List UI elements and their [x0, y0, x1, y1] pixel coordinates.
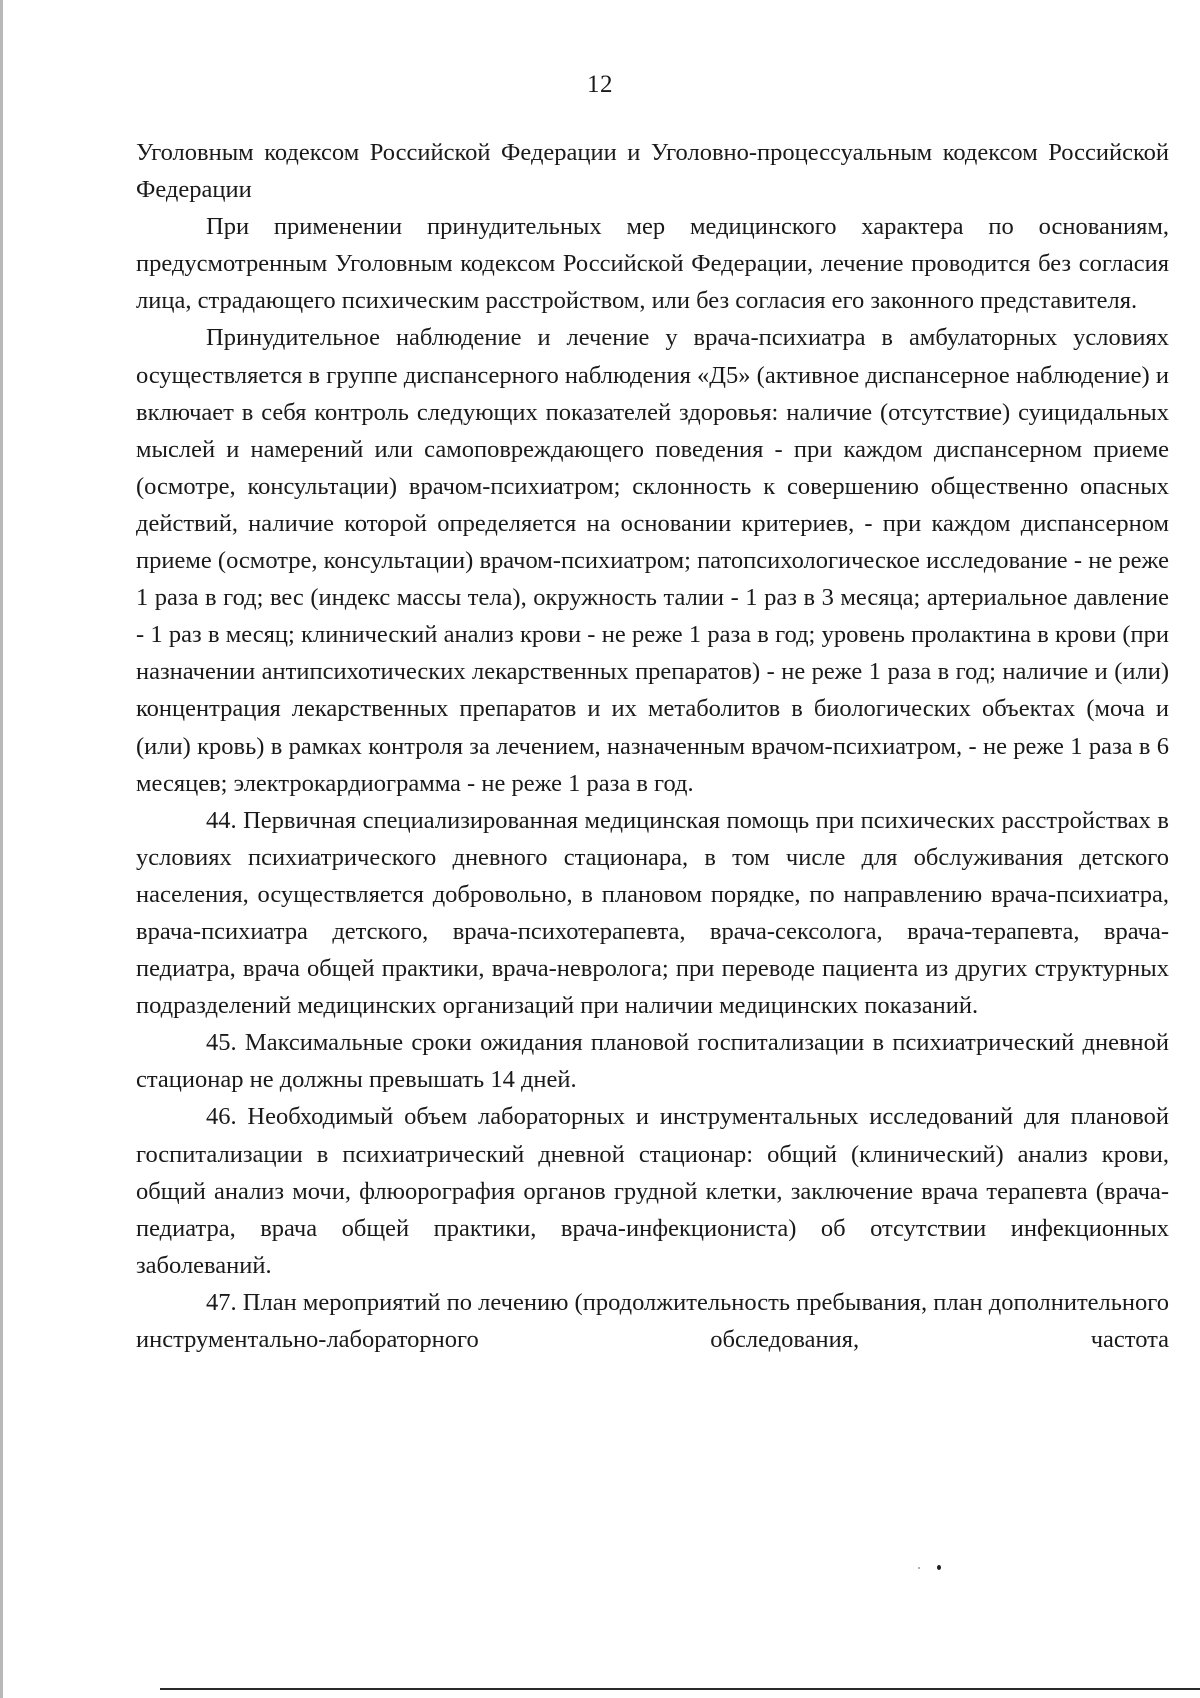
page-number: 12	[587, 71, 613, 98]
paragraph-item-46: 46. Необходимый объем лабораторных и инструментальных исследований для плановой госпитализации в психиатрический дневной стационар: общий (клинический) анализ крови, общий анализ мочи, флюорография органов грудной клетки, заключение врача терапевта (врача-педиатра, врача общей практики, врача-инфекциониста) об отсутствии инфекционных заболеваний.	[136, 1103, 1169, 1279]
scan-edge	[0, 0, 3, 1698]
paragraph-item-44: 44. Первичная специализированная медицинская помощь при психических расстройствах в условиях психиатрического дневного стационара, в том числе для обслуживания детского населения, осуществляется добровольно, в плановом порядке, по направлению врача-психиатра, врача-психиатра детского, врача-психотерапевта, врача-сексолога, врача-терапевта, врача-педиатра, врача общей практики, врача-невролога; при переводе пациента из других структурных подразделений медицинских организаций при наличии медицинских показаний.	[136, 806, 1169, 1020]
document-body	[136, 134, 1169, 1358]
paragraph-outpatient-observation: Принудительное наблюдение и лечение у врача-психиатра в амбулаторных условиях осуществляется в группе диспансерного наблюдения «Д5» (активное диспансерное наблюдение) и включает в себя контроль следующих показателей здоровья: наличие (отсутствие) суицидальных мыслей и намерений или самоповреждающего поведения - при каждом диспансерном приеме (осмотре, консультации) врачом-психиатром; склонность к совершению общественно опасных действий, наличие которой определяется на основании критериев, - при каждом диспансерном приеме (осмотре, консультации) врачом-психиатром; патопсихологическое исследование - не реже 1 раза в год; вес (индекс массы тела), окружность талии - 1 раз в 3 месяца; артериальное давление - 1 раз в месяц; клинический анализ крови - не реже 1 раза в год; уровень пролактина в крови (при назначении антипсихотических лекарственных препаратов) - не реже 1 раза в год; наличие и (или) концентрация лекарственных препаратов и их метаболитов в биологических объектах (моча и (или) кровь) в рамках контроля за лечением, назначенным врачом-психиатром, - не реже 1 раза в 6 месяцев; электрокардиограмма - не реже 1 раза в год.	[136, 324, 1169, 797]
paragraph-compulsory-treatment: При применении принудительных мер медицинского характера по основаниям, предусмотренным Уголовным кодексом Российской Федерации, лечение проводится без согласия лица, страдающего психическим расстройством, или без согласия его законного представителя.	[136, 213, 1169, 315]
paragraph-continuation: Уголовным кодексом Российской Федерации и Уголовно-процессуальным кодексом Российской Федерации	[136, 139, 1169, 204]
scan-speck	[937, 1565, 941, 1570]
bottom-scan-line	[160, 1688, 1200, 1690]
paragraph-item-45: 45. Максимальные сроки ожидания плановой госпитализации в психиатрический дневной стационар не должны превышать 14 дней.	[136, 1029, 1169, 1094]
paragraph-item-47: 47. План мероприятий по лечению (продолжительность пребывания, план дополнительного инструментально-лабораторного обследования, частота	[136, 1288, 1169, 1353]
scan-speck	[918, 1567, 920, 1569]
